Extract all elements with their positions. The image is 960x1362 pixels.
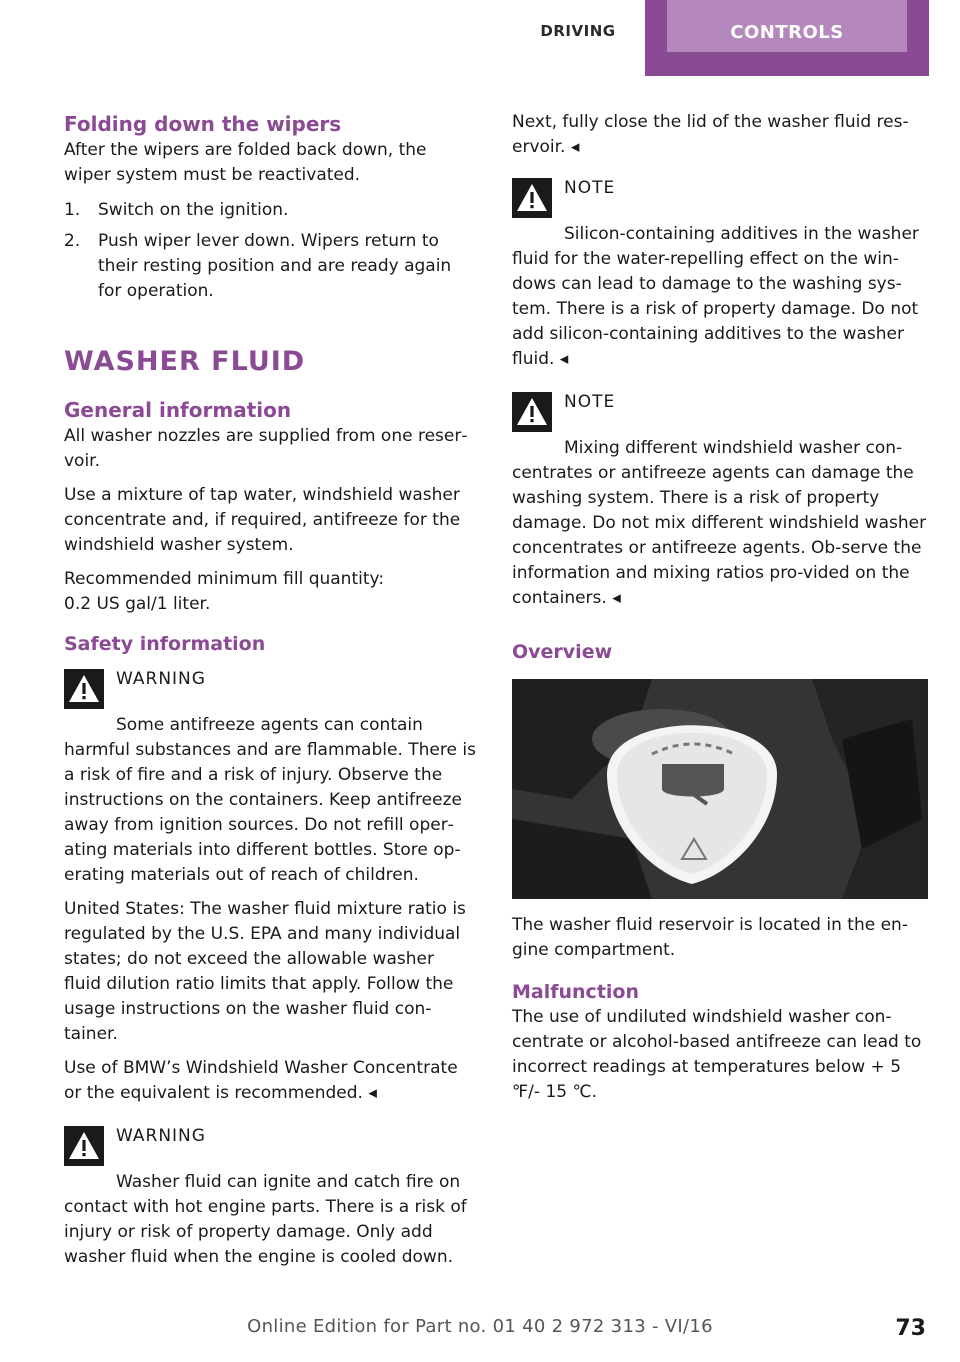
header-tab-controls	[645, 0, 929, 76]
step-text: Switch on the ignition.	[98, 200, 289, 220]
overview-heading: Overview	[512, 641, 613, 663]
malfunction-text: The use of undiluted windshield washer con‐centrate or alcohol-based antifreeze can lead to incorrect readings at temperatures below + 5 ℉/- 15 ℃.	[512, 1007, 922, 1102]
left-column	[64, 110, 476, 1280]
list-item	[64, 198, 476, 223]
warning-label: WARNING	[116, 669, 206, 689]
fill-quantity-label: Recommended minimum fill quantity:	[64, 569, 385, 589]
warning-block	[64, 667, 476, 1106]
step-number: 2.	[64, 231, 81, 251]
warning-block	[64, 1124, 476, 1270]
general-info-p1: All washer nozzles are supplied from one reser‐voir.	[64, 426, 468, 471]
header-tab-driving: DRIVING	[540, 22, 616, 40]
step-number: 1.	[64, 200, 81, 220]
warning-triangle-icon	[64, 669, 104, 709]
warning-triangle-icon	[512, 392, 552, 432]
general-info-p3	[64, 567, 476, 617]
reservoir-photo-graphic	[512, 679, 928, 899]
folding-intro: After the wipers are folded back down, the wiper system must be reactivated.	[64, 140, 427, 185]
note-text: Silicon-containing additives in the washer fluid for the water-repelling effect on the win‐dows can lead to damage to the washing sys‐tem. There is a risk of property damage. Do not add silicon-containing additives to the washer fluid. ◂	[512, 224, 919, 369]
note-block	[512, 390, 928, 611]
warning-triangle-icon	[512, 178, 552, 218]
folding-heading: Folding down the wipers	[64, 112, 342, 136]
warning-text: Washer fluid can ignite and catch fire on contact with hot engine parts. There is a risk of injury or risk of property damage. Only add washer fluid when the engine is cooled down.	[64, 1172, 467, 1267]
note-block	[512, 176, 928, 372]
note-label: NOTE	[564, 178, 616, 198]
general-info-heading: General information	[64, 398, 292, 422]
warning-label: WARNING	[116, 1126, 206, 1146]
note-text: Mixing different windshield washer con‐centrates or antifreeze agents can damage the washing system. There is a risk of property damage. Do not mix different windshield washer concentrates or antifreeze agents. Ob‐serve the information and mixing ratios pro‐vided on the containers. ◂	[512, 438, 927, 608]
washer-reservoir-photo	[512, 679, 928, 899]
warning-text-recommend: Use of BMW’s Windshield Washer Concentrate or the equivalent is recommended. ◂	[64, 1058, 458, 1103]
note-label: NOTE	[564, 392, 616, 412]
step-text: Push wiper lever down. Wipers return to their resting position and are ready again for operation.	[98, 231, 452, 301]
warning-text-us: United States: The washer fluid mixture ratio is regulated by the U.S. EPA and many individual states; do not exceed the allowable washer fluid dilution ratio limits that apply. Follow the usage instructions on the washer fluid con‐tainer.	[64, 899, 466, 1044]
footer-edition: Online Edition for Part no. 01 40 2 972 313 - VI/16	[247, 1316, 713, 1337]
warning-triangle-icon	[64, 1126, 104, 1166]
malfunction-heading: Malfunction	[512, 981, 639, 1003]
safety-info-heading: Safety information	[64, 633, 266, 655]
right-column	[512, 110, 928, 1114]
close-lid-text: Next, fully close the lid of the washer fluid res‐ervoir. ◂	[512, 112, 909, 157]
overview-caption: The washer fluid reservoir is located in the en‐gine compartment.	[512, 915, 908, 960]
general-info-p2: Use a mixture of tap water, windshield washer concentrate and, if required, antifreeze for the windshield washer system.	[64, 485, 461, 555]
warning-text: Some antifreeze agents can contain harmful substances and are flammable. There is a risk of fire and a risk of injury. Observe the instructions on the containers. Keep antifreeze away from ignition sources. Do not refill oper‐ating materials into different bottles. Store op‐erating materials out of reach of children.	[64, 715, 476, 885]
folding-steps	[64, 198, 476, 304]
page-number: 73	[895, 1316, 926, 1341]
list-item	[64, 229, 476, 304]
header-tab-controls-label: CONTROLS	[667, 0, 907, 52]
fill-quantity-value: 0.2 US gal/1 liter.	[64, 594, 211, 614]
washer-fluid-heading: WASHER FLUID	[64, 346, 306, 377]
